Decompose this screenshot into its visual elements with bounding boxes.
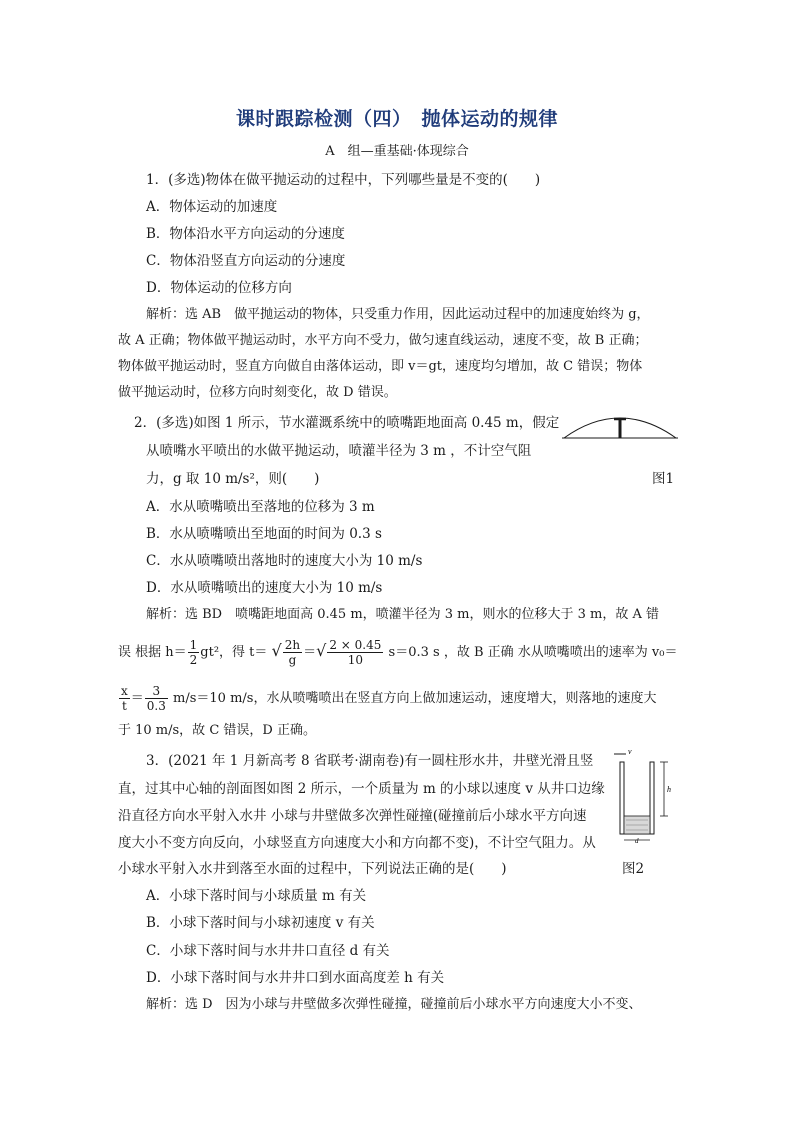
q2-stem-line: 从喷嘴水平喷出的水做平抛运动，喷灌半径为 3 m ，不计空气阻 [146,443,532,459]
q3-option-d: D．小球下落时间与水井井口到水面高度差 h 有关 [146,970,445,986]
fraction-denominator: 0.3 [146,699,166,713]
q1-solution-line: 物体做平抛运动时，竖直方向做自由落体运动，即 v＝gt，速度均匀增加，故 C 错误；物体 [118,359,643,374]
figure-1-label: 图1 [652,471,675,487]
q1-solution-line: 解析：选 AB 做平抛运动的物体，只受重力作用，因此运动过程中的加速度始终为 g， [146,307,650,322]
q2-option-c: C．水从喷嘴喷出落地时的速度大小为 10 m/s [146,553,423,569]
q3-stem-line: 小球水平射入水井到落至水面的过程中，下列说法正确的是( ) [118,861,507,877]
equals-sign: ＝ [130,691,144,706]
q1-option-b: B．物体沿水平方向运动的分速度 [146,226,345,242]
sprinkler-figure [560,404,680,444]
q2-stem-line: 2．(多选)如图 1 所示，节水灌溉系统中的喷嘴距地面高 0.45 m，假定 [134,415,560,431]
q3-option-a: A．小球下落时间与小球质量 m 有关 [146,888,367,904]
q3-stem-line: 直，过其中心轴的剖面图如图 2 所示，一个质量为 m 的小球以速度 v 从井口边缘 [118,781,605,797]
q2-solution-line: 解析：选 BD 喷嘴距地面高 0.45 m，喷灌半径为 3 m，则水的位移大于 3 m，故 A 错 [146,607,660,622]
q2-solution-formula-line [118,684,656,713]
fraction-half [188,638,200,667]
sqrt-sign: √ [271,641,282,660]
fraction-denominator: t [121,699,127,713]
q3-stem-line: 3．(2021 年 1 月新高考 8 省联考·湖南卷)有一圆柱形水井，井壁光滑且竖 [146,753,594,769]
q3-stem-line: 度大小不变方向反向，小球竖直方向速度大小和方向都不变)，不计空气阻力。从 [118,835,596,851]
q1-stem: 1．(多选)物体在做平抛运动的过程中，下列哪些量是不变的( ) [146,172,541,188]
fraction-numerator: x [121,684,128,698]
fraction-denominator: 2 [189,653,198,667]
q2-solution-formula-line [118,638,677,667]
section-subtitle: A 组—重基础·体现综合 [325,144,469,159]
sqrt-fraction [327,638,383,667]
q2-option-b: B．水从喷嘴喷出至地面的时间为 0.3 s [146,526,382,542]
fraction-x-over-t [119,684,130,713]
sqrt-sign: √ [316,641,327,660]
q1-solution-line: 做平抛运动时，位移方向时刻变化，故 D 错误。 [118,385,397,400]
page-title: 课时跟踪检测（四） 抛体运动的规律 [235,108,558,130]
q2-option-a: A．水从喷嘴喷出至落地的位移为 3 m [146,499,375,515]
figure-h-label: h [667,785,671,794]
fraction-numerator: 2 × 0.45 [329,638,382,652]
q1-option-a: A．物体运动的加速度 [146,199,278,215]
well-figure [606,748,680,844]
figure-2-label: 图2 [622,861,645,877]
fraction-velocity [145,684,168,713]
q2-solution-text: 误 根据 h＝ [118,645,187,660]
fraction-denominator: 10 [347,653,363,667]
q3-option-b: B．小球下落时间与小球初速度 v 有关 [146,915,375,931]
figure-v-label: v [628,748,632,756]
q3-solution-line: 解析：选 D 因为小球与井壁做多次弹性碰撞，碰撞前后小球水平方向速度大小不变、 [146,997,642,1012]
q2-option-d: D．水从喷嘴喷出的速度大小为 10 m/s [146,580,383,596]
q3-stem-line: 沿直径方向水平射入水井 小球与井壁做多次弹性碰撞(碰撞前后小球水平方向速 [118,808,587,824]
q1-solution-line: 故 A 正确；物体做平抛运动时，水平方向不受力，做匀速直线运动，速度不变，故 B 正确； [118,333,648,348]
fraction-numerator: 2h [284,638,301,652]
q2-solution-text: m/s＝10 m/s，水从喷嘴喷出在竖直方向上做加速运动，速度增大，则落地的速度大 [173,691,657,706]
q2-solution-text: gt²，得 t＝ [200,645,268,660]
q2-solution-line: 于 10 m/s，故 C 错误，D 正确。 [118,723,316,738]
fraction-denominator: g [288,653,297,667]
figure-d-label: d [635,837,639,844]
equals-sign: ＝ [303,645,317,660]
q2-stem-line: 力，g 取 10 m/s²，则( ) [146,471,320,487]
q1-option-d: D．物体运动的位移方向 [146,280,292,296]
fraction-numerator: 3 [145,684,168,699]
sqrt-fraction [283,638,302,667]
q3-option-c: C．小球下落时间与水井井口直径 d 有关 [146,943,390,959]
fraction-numerator: 1 [189,638,198,652]
q1-option-c: C．物体沿竖直方向运动的分速度 [146,253,346,269]
q2-solution-text: s＝0.3 s ，故 B 正确 水从喷嘴喷出的速率为 v₀＝ [388,645,678,660]
